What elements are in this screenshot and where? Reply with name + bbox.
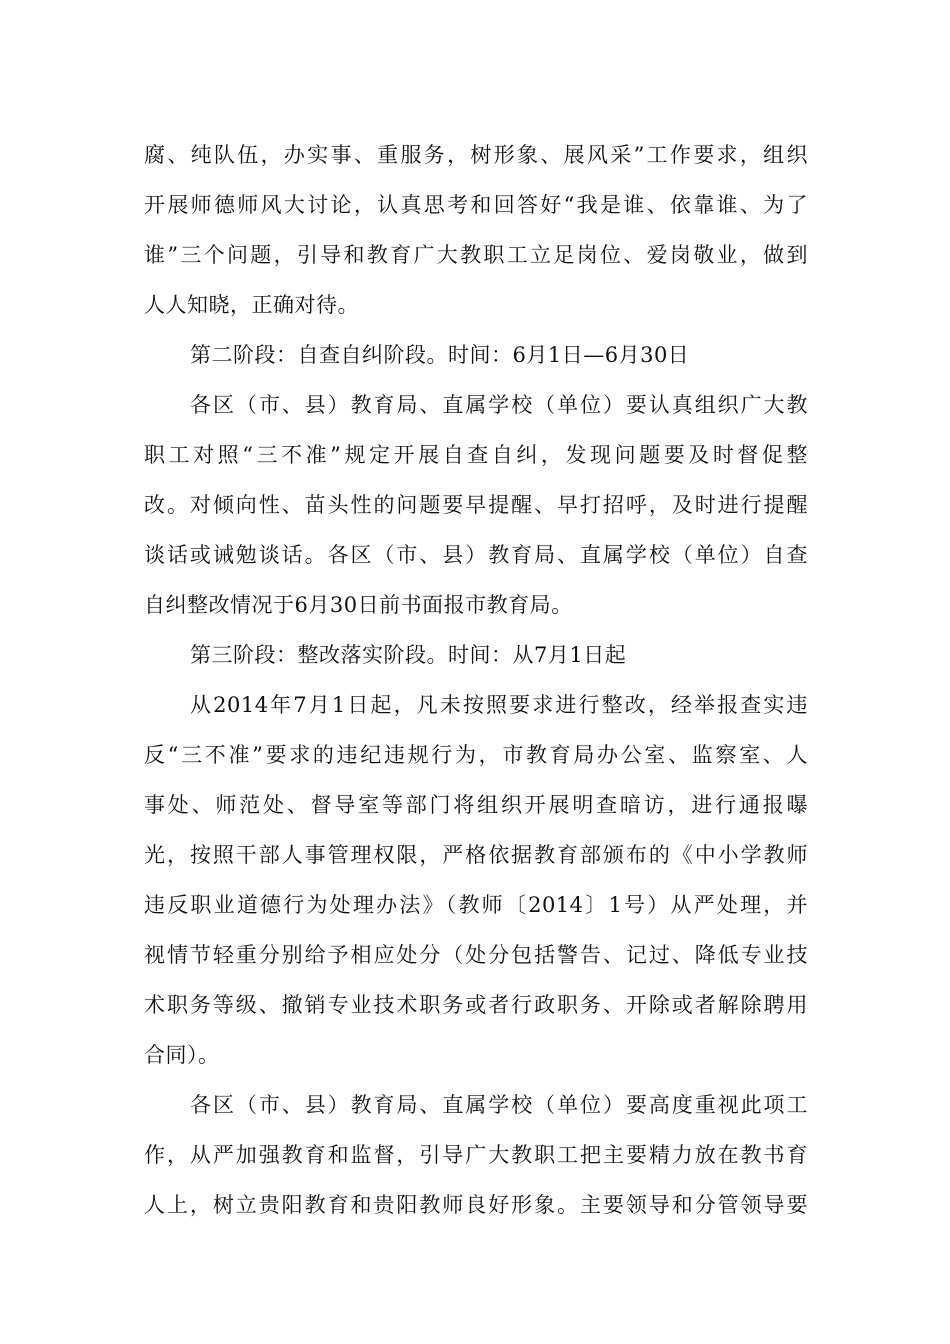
text-line: 光，按照干部人事管理权限，严格依据教育部颁布的《中小学教师	[144, 843, 808, 867]
text-line: 反“三不准”要求的违纪违规行为，市教育局办公室、监察室、人	[144, 743, 808, 767]
text-line: 违反职业道德行为处理办法》（教师〔2014〕1号）从严处理，并	[144, 893, 808, 917]
text-line: 作，从严加强教育和监督，引导广大教职工把主要精力放在教书育	[144, 1143, 808, 1167]
text-line: 谈话或诫勉谈话。各区（市、县）教育局、直属学校（单位）自查	[144, 543, 808, 567]
text-line: 事处、师范处、督导室等部门将组织开展明查暗访，进行通报曝	[144, 793, 808, 817]
text-line: 腐、纯队伍，办实事、重服务，树形象、展风采”工作要求，组织	[144, 143, 808, 167]
text-line: 人人知晓，正确对待。	[144, 293, 359, 317]
text-line: 术职务等级、撤销专业技术职务或者行政职务、开除或者解除聘用	[144, 993, 808, 1017]
text-line: 视情节轻重分别给予相应处分（处分包括警告、记过、降低专业技	[144, 943, 808, 967]
text-line: 各区（市、县）教育局、直属学校（单位）要认真组织广大教	[190, 393, 808, 417]
text-line: 职工对照“三不准”规定开展自查自纠，发现问题要及时督促整	[144, 443, 808, 467]
document-body-text	[144, 130, 808, 1230]
text-line: 人上，树立贵阳教育和贵阳教师良好形象。主要领导和分管领导要	[144, 1193, 808, 1217]
text-line: 谁”三个问题，引导和教育广大教职工立足岗位、爱岗敬业，做到	[144, 243, 808, 267]
text-line: 开展师德师风大讨论，认真思考和回答好“我是谁、依靠谁、为了	[144, 193, 808, 217]
text-line: 自纠整改情况于6月30日前书面报市教育局。	[144, 593, 573, 617]
text-line: 合同）。	[144, 1043, 220, 1067]
text-line: 改。对倾向性、苗头性的问题要早提醒、早打招呼，及时进行提醒	[144, 493, 808, 517]
text-line: 各区（市、县）教育局、直属学校（单位）要高度重视此项工	[190, 1093, 808, 1117]
text-line: 从2014年7月1日起，凡未按照要求进行整改，经举报查实违	[190, 693, 808, 717]
text-line: 第三阶段：整改落实阶段。时间：从7月1日起	[190, 643, 627, 667]
text-line: 第二阶段：自查自纠阶段。时间：6月1日—6月30日	[190, 343, 690, 367]
